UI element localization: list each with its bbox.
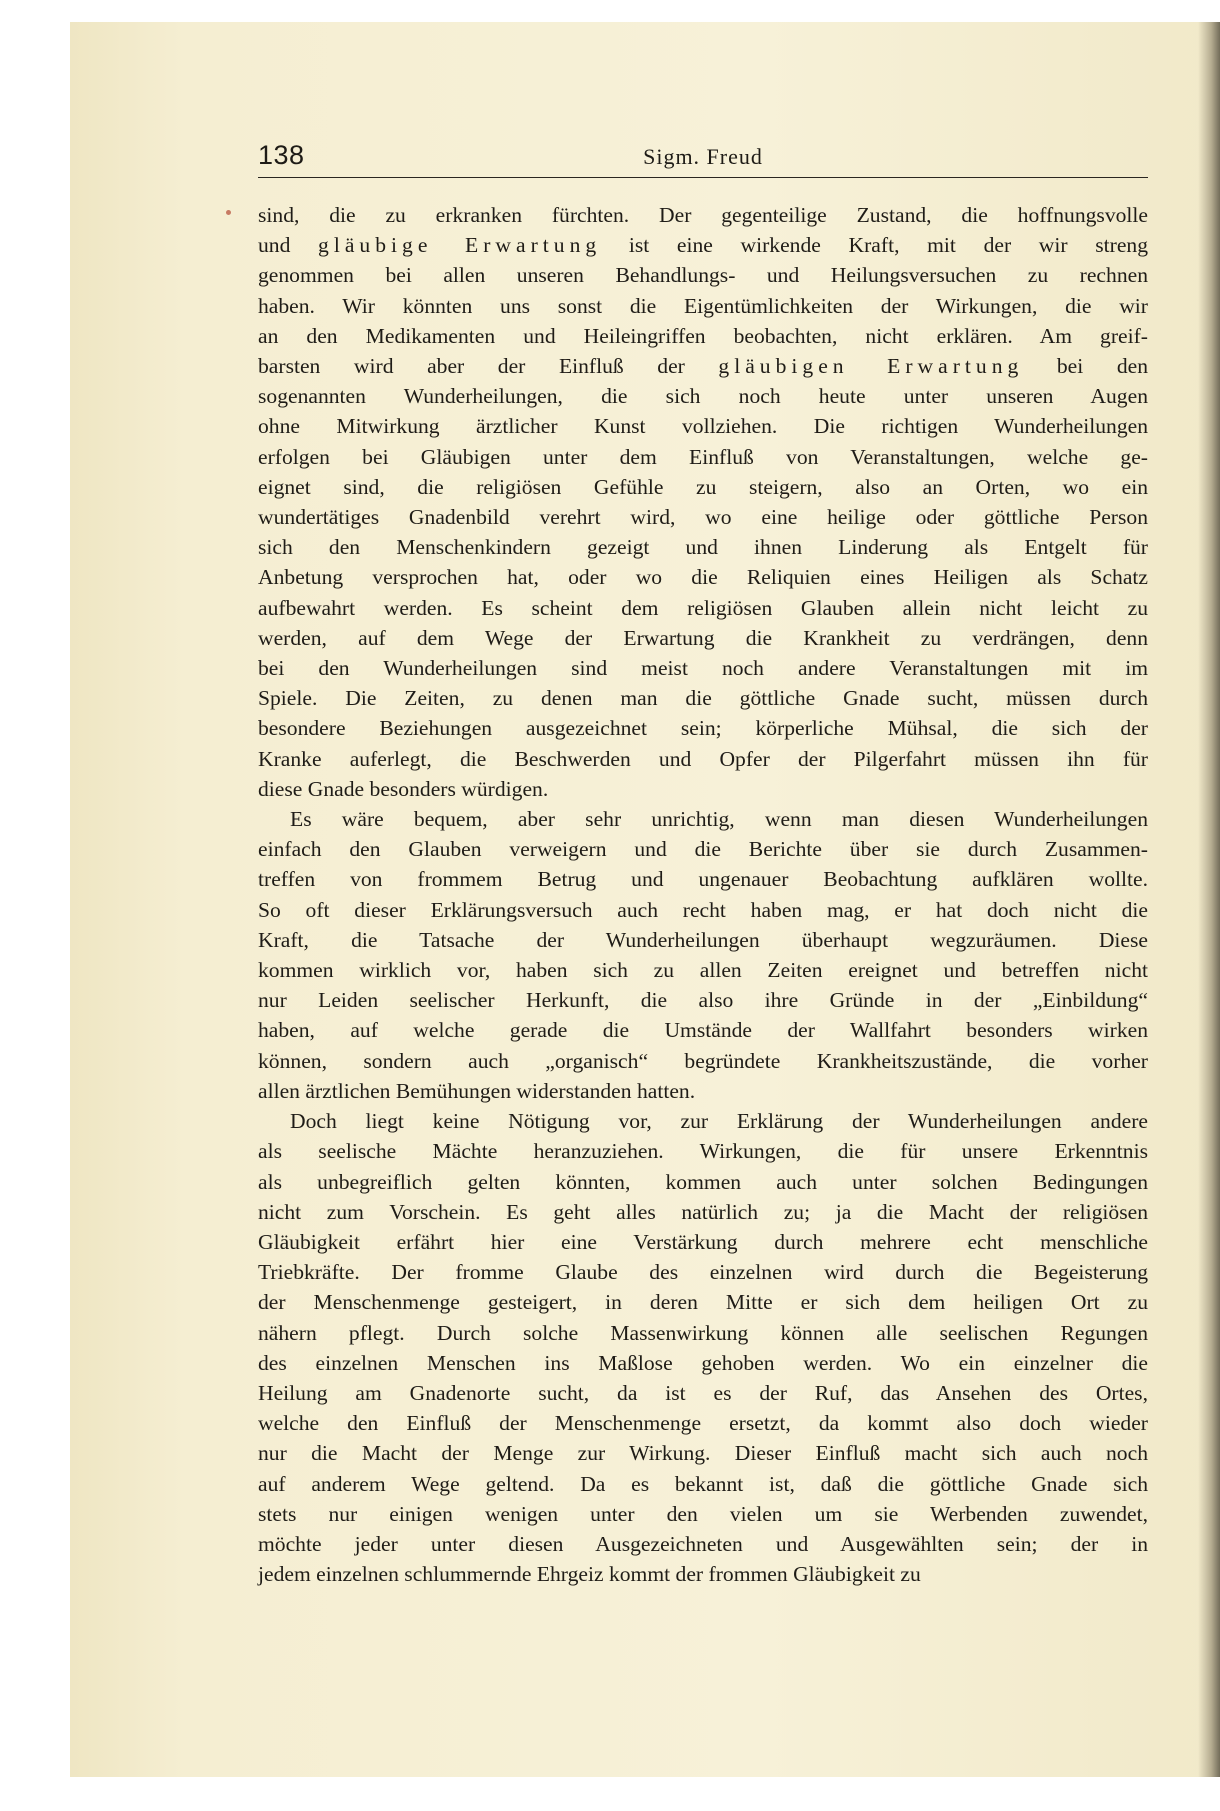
text-line: Anbetung versprochen hat, oder wo die Reliquien eines Heiligen als Schatz	[258, 565, 1148, 590]
text-line	[258, 351, 1148, 381]
text-line: nur die Macht der Menge zur Wirkung. Dieser Einfluß macht sich auch noch	[258, 1441, 1148, 1466]
page-header	[258, 140, 1148, 180]
text-line: nicht zum Vorschein. Es geht alles natürlich zu; ja die Macht der religiösen	[258, 1199, 1148, 1224]
text-line: als seelische Mächte heranzuziehen. Wirkungen, die für unsere Erkenntnis	[258, 1139, 1148, 1164]
text-line: Gläubigkeit erfährt hier eine Verstärkung durch mehrere echt menschliche	[258, 1229, 1148, 1254]
text-line: als unbegreiflich gelten könnten, kommen auch unter solchen Bedingungen	[258, 1169, 1148, 1194]
text-line: Doch liegt keine Nötigung vor, zur Erklärung der Wunderheilungen andere	[290, 1109, 1148, 1134]
spaced-emphasis: gläubige Erwartung	[318, 233, 602, 258]
text-line: diese Gnade besonders würdigen.	[258, 776, 549, 801]
text-line: werden, auf dem Wege der Erwartung die Krankheit zu verdrängen, denn	[258, 625, 1148, 650]
line-prefix: und	[258, 233, 319, 258]
running-title: Sigm. Freud	[643, 144, 763, 169]
text-line: können, sondern auch „organisch“ begründete Krankheitszustände, die vorher	[258, 1048, 1148, 1073]
line-prefix: barsten wird aber der Einfluß der	[258, 354, 719, 379]
text-line: der Menschenmenge gesteigert, in deren Mitte er sich dem heiligen Ort zu	[258, 1290, 1148, 1315]
text-line: möchte jeder unter diesen Ausgezeichneten und Ausgewählten sein; der in	[258, 1531, 1148, 1556]
text-line: Triebkräfte. Der fromme Glaube des einzelnen wird durch die Begeisterung	[258, 1260, 1148, 1285]
text-line: ohne Mitwirkung ärztlicher Kunst vollziehen. Die richtigen Wunderheilungen	[258, 414, 1148, 439]
text-line: genommen bei allen unseren Behandlungs- und Heilungsversuchen zu rechnen	[258, 263, 1148, 288]
text-line: Heilung am Gnadenorte sucht, da ist es der Ruf, das Ansehen des Ortes,	[258, 1380, 1148, 1405]
text-line: auf anderem Wege geltend. Da es bekannt ist, daß die göttliche Gnade sich	[258, 1471, 1148, 1496]
text-line: treffen von frommem Betrug und ungenauer Beobachtung aufklären wollte.	[258, 867, 1148, 892]
text-line: nur Leiden seelischer Herkunft, die also ihre Gründe in der „Einbildung“	[258, 988, 1148, 1013]
paragraph	[258, 200, 1148, 804]
page-number: 138	[258, 140, 305, 170]
text-line: einfach den Glauben verweigern und die Berichte über sie durch Zusammen-	[258, 837, 1148, 862]
text-line: sich den Menschenkindern gezeigt und ihnen Linderung als Entgelt für	[258, 535, 1148, 560]
text-line: jedem einzelnen schlummernde Ehrgeiz kommt der frommen Gläubigkeit zu	[258, 1562, 921, 1587]
text-line: an den Medikamenten und Heileingriffen beobachten, nicht erklären. Am greif-	[258, 323, 1148, 348]
text-line	[258, 230, 1148, 260]
text-line: Kraft, die Tatsache der Wunderheilungen überhaupt wegzuräumen. Diese	[258, 927, 1148, 952]
binding-shadow	[1198, 22, 1220, 1777]
margin-mark	[226, 210, 231, 215]
text-line: besondere Beziehungen ausgezeichnet sein; körperliche Mühsal, die sich der	[258, 716, 1148, 741]
line-suffix: ist eine wirkende Kraft, mit der wir streng	[601, 233, 1148, 258]
text-line: wundertätiges Gnadenbild verehrt wird, wo eine heilige oder göttliche Person	[258, 505, 1148, 530]
text-line: aufbewahrt werden. Es scheint dem religiösen Glauben allein nicht leicht zu	[258, 595, 1148, 620]
text-line: nähern pflegt. Durch solche Massenwirkung können alle seelischen Regungen	[258, 1320, 1148, 1345]
text-line: Kranke auferlegt, die Beschwerden und Opfer der Pilgerfahrt müssen ihn für	[258, 746, 1148, 771]
line-suffix: bei den	[1023, 354, 1148, 379]
text-line: bei den Wunderheilungen sind meist noch andere Veranstaltungen mit im	[258, 656, 1148, 681]
text-line: haben. Wir könnten uns sonst die Eigentümlichkeiten der Wirkungen, die wir	[258, 293, 1148, 318]
text-line: So oft dieser Erklärungsversuch auch recht haben mag, er hat doch nicht die	[258, 897, 1148, 922]
header-rule	[258, 177, 1148, 178]
paragraph	[258, 1106, 1148, 1589]
text-line: sogenannten Wunderheilungen, die sich noch heute unter unseren Augen	[258, 384, 1148, 409]
text-line: allen ärztlichen Bemühungen widerstanden hatten.	[258, 1078, 696, 1103]
body-text	[258, 200, 1148, 1589]
spaced-emphasis: gläubigen Erwartung	[718, 354, 1024, 379]
text-line: haben, auf welche gerade die Umstände der Wallfahrt besonders wirken	[258, 1018, 1148, 1043]
text-line: eignet sind, die religiösen Gefühle zu steigern, also an Orten, wo ein	[258, 474, 1148, 499]
text-line: Spiele. Die Zeiten, zu denen man die göttliche Gnade sucht, müssen durch	[258, 686, 1148, 711]
text-line: sind, die zu erkranken fürchten. Der gegenteilige Zustand, die hoffnungsvolle	[258, 203, 1148, 227]
text-line: erfolgen bei Gläubigen unter dem Einfluß von Veranstaltungen, welche ge-	[258, 444, 1148, 469]
paragraph	[258, 804, 1148, 1106]
text-line: Es wäre bequem, aber sehr unrichtig, wenn man diesen Wunderheilungen	[290, 807, 1148, 832]
text-line: kommen wirklich vor, haben sich zu allen Zeiten ereignet und betreffen nicht	[258, 958, 1148, 983]
text-line: welche den Einfluß der Menschenmenge ersetzt, da kommt also doch wieder	[258, 1411, 1148, 1436]
text-line: stets nur einigen wenigen unter den vielen um sie Werbenden zuwendet,	[258, 1501, 1148, 1526]
text-line: des einzelnen Menschen ins Maßlose gehoben werden. Wo ein einzelner die	[258, 1350, 1148, 1375]
